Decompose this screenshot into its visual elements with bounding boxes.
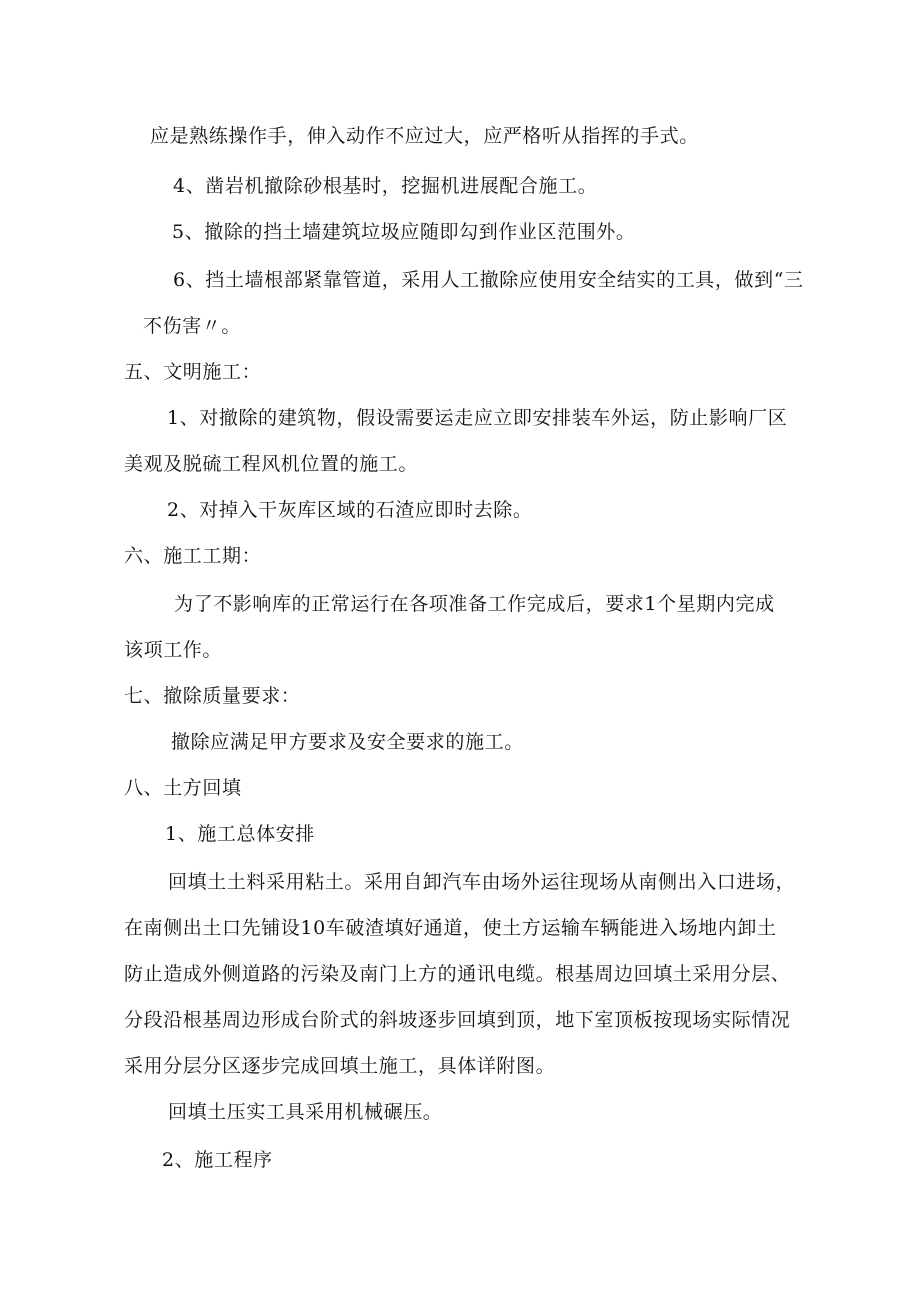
section-heading: 六、施工工期： [124,545,262,567]
paragraph-line: 2、对掉入干灰库区域的石渣应即时去除。 [167,499,533,521]
paragraph-line: 美观及脱硫工程风机位置的施工。 [124,453,419,475]
section-heading: 七、撤除质量要求： [124,685,301,707]
paragraph-line: 撤除应满足甲方要求及安全要求的施工。 [171,731,524,753]
paragraph-line: 在南侧出土口先铺设10车破渣填好通道，使土方运输车辆能进入场地内卸土 [124,917,777,939]
paragraph-line: 回填土土料采用粘土。采用自卸汽车由场外运往现场从南侧出入口进场， [168,871,796,893]
paragraph-line: 为了不影响库的正常运行在各项准备工作完成后，要求1个星期内完成 [174,593,775,615]
section-heading: 八、土方回填 [124,777,242,799]
paragraph-line: 分段沿根基周边形成台阶式的斜坡逐步回填到顶，地下室顶板按现场实际情况 [124,1009,791,1031]
paragraph-line: 不伤害〃。 [143,315,242,337]
paragraph-line: 防止造成外侧道路的污染及南门上方的通讯电缆。根基周边回填土采用分层、 [124,963,791,985]
paragraph-line: 回填土压实工具采用机械碾压。 [168,1101,443,1123]
paragraph-line: 1、对撤除的建筑物，假设需要运走应立即安排装车外运，防止影响厂区 [167,407,788,429]
paragraph-line: 4、凿岩机撤除砂根基时，挖掘机进展配合施工。 [173,175,598,197]
paragraph-line: 应是熟练操作手，伸入动作不应过大，应严格听从指挥的手式。 [150,125,699,147]
subsection-heading: 2、施工程序 [162,1149,273,1171]
paragraph-line: 5、撤除的挡土墙建筑垃圾应随即勾到作业区范围外。 [172,221,636,243]
paragraph-line: 采用分层分区逐步完成回填土施工，具体详附图。 [124,1055,556,1077]
paragraph-line: 该项工作。 [124,639,223,661]
paragraph-line: 6、挡土墙根部紧靠管道，采用人工撤除应使用安全结实的工具，做到“三 [173,269,804,291]
section-heading: 五、文明施工： [124,361,262,383]
subsection-heading: 1、施工总体安排 [165,823,315,845]
